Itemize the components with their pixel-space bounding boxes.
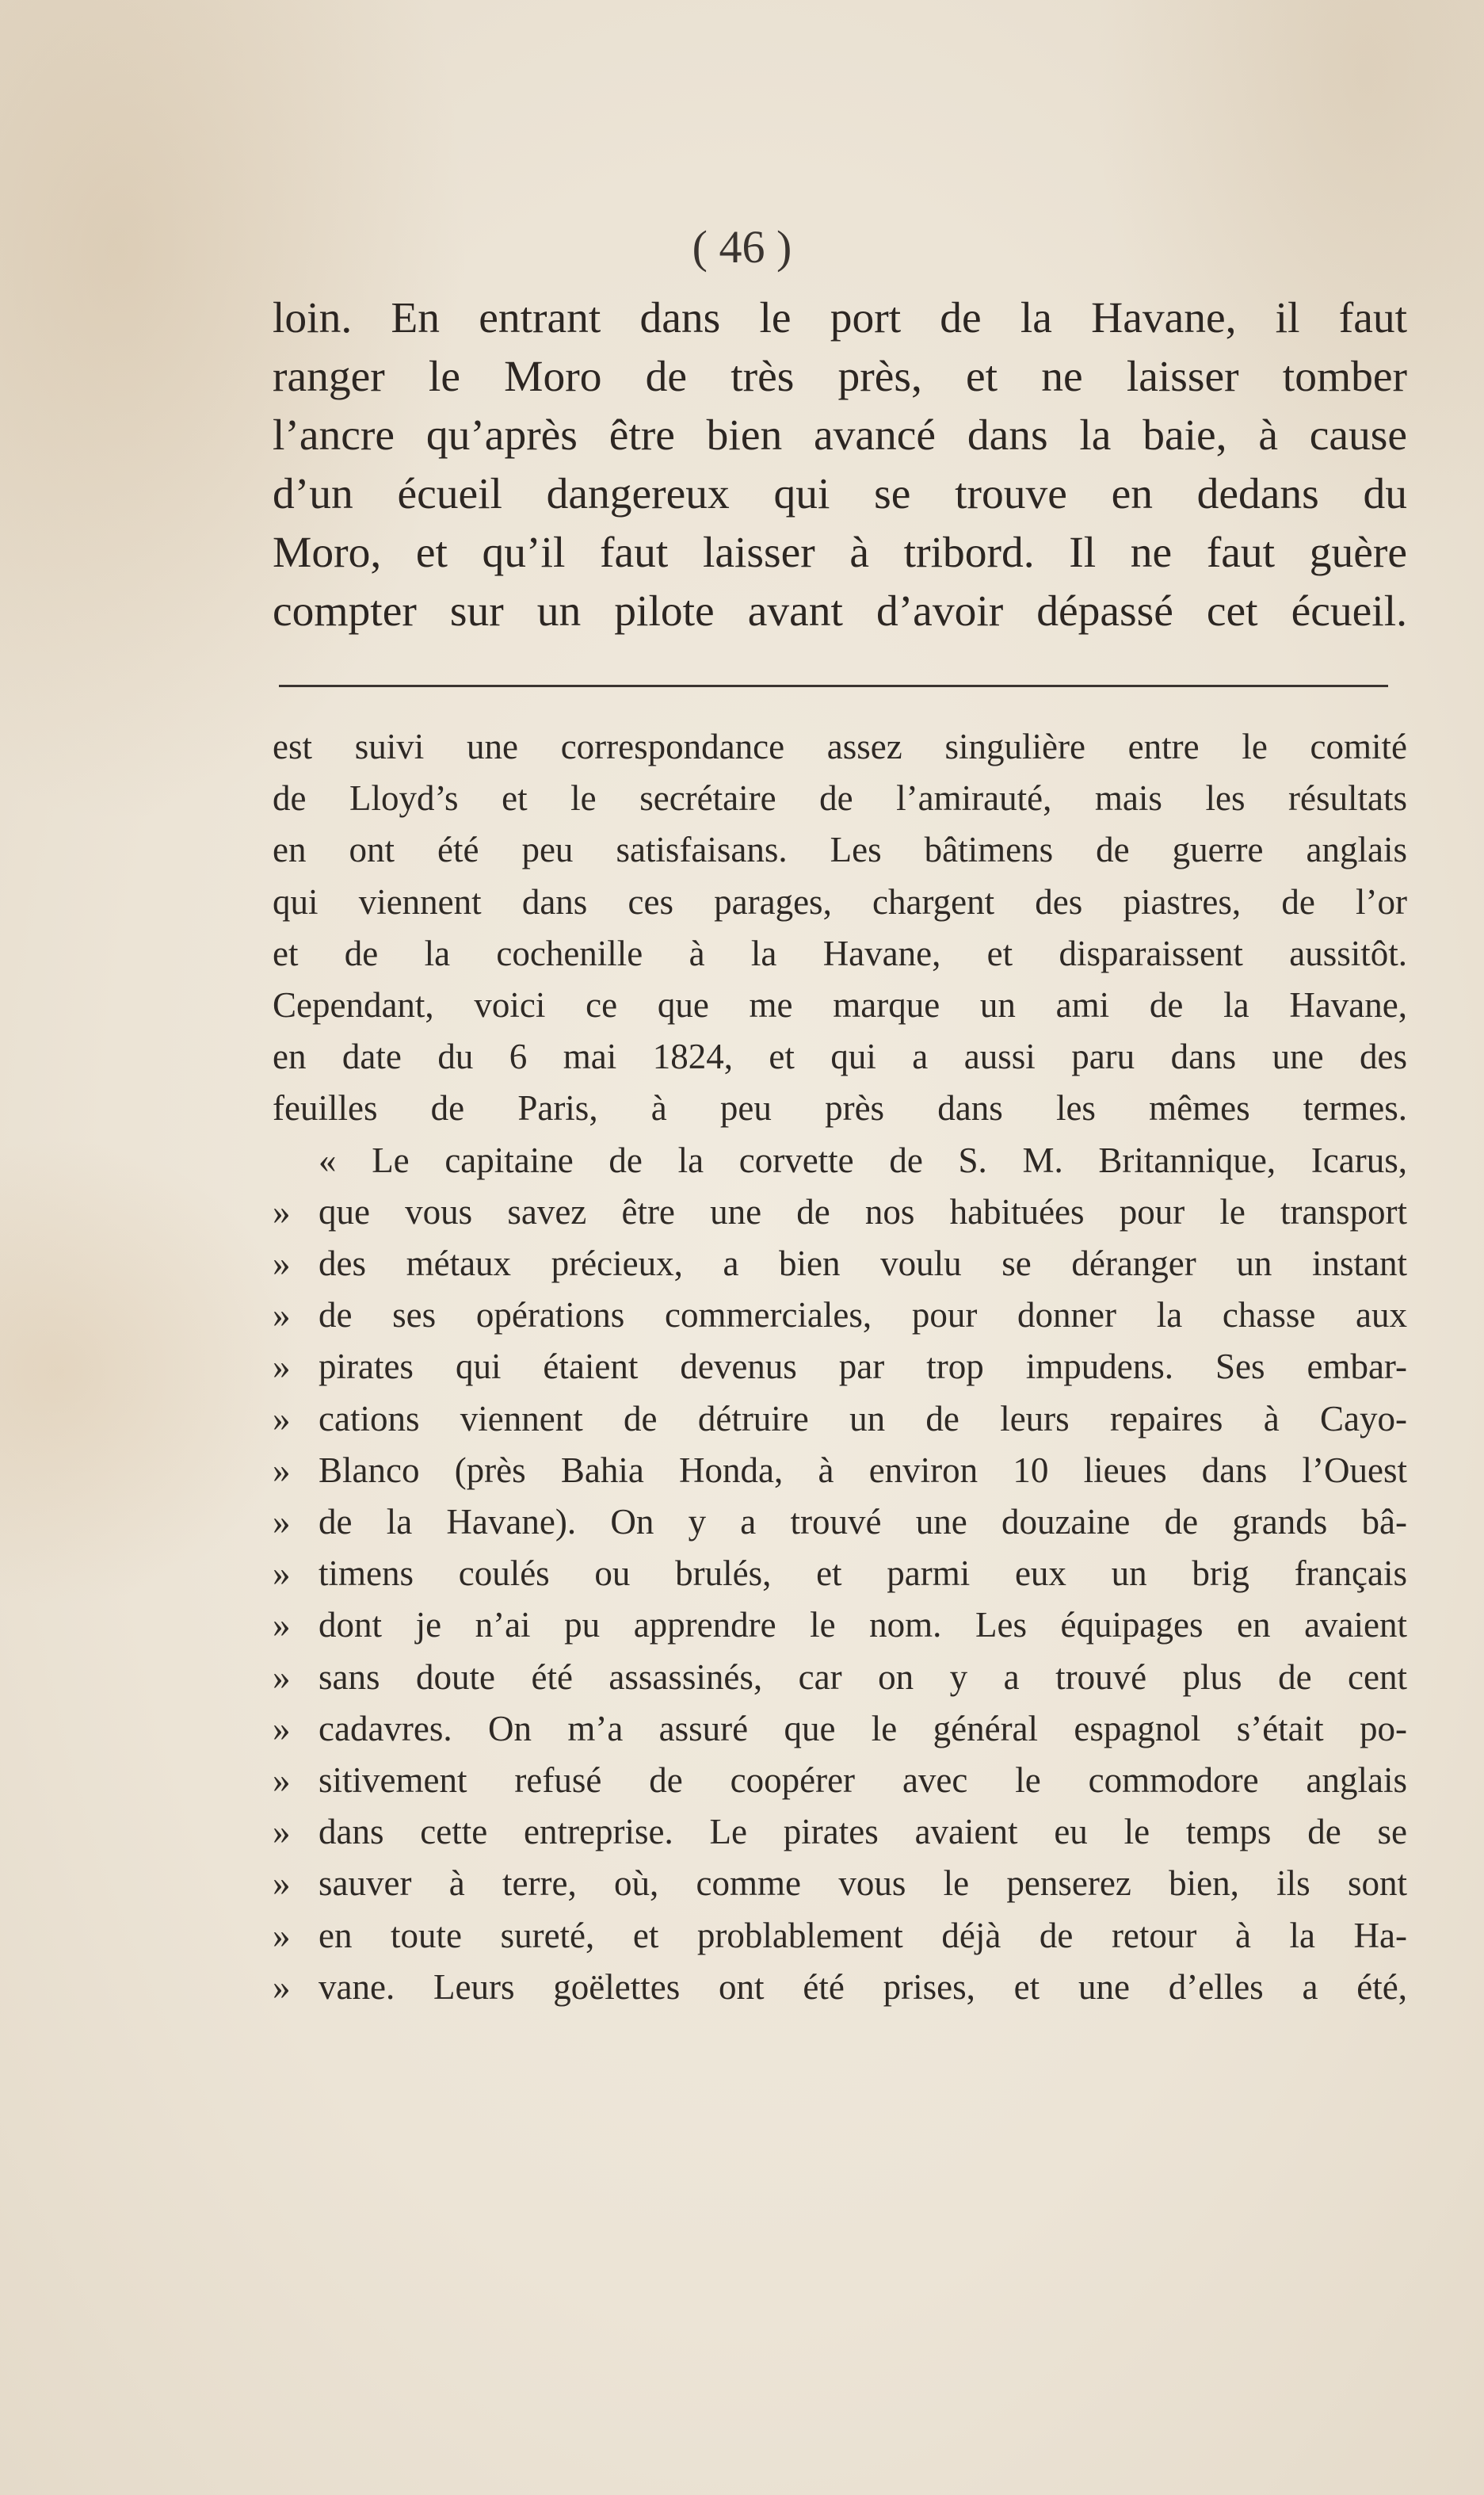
- quote-continuation-mark: »: [273, 1863, 291, 1904]
- quote-line: [273, 1548, 1407, 1599]
- quote-line: [273, 1496, 1407, 1548]
- quote-line: [273, 1858, 1407, 1909]
- main-text-line: l’ancre qu’après être bien avancé dans la baie, à cause: [273, 411, 1407, 460]
- quote-line-text: de la Havane). On y a trouvé une douzaine de grands bâ-: [319, 1502, 1407, 1542]
- page-number: ( 46 ): [692, 221, 792, 273]
- quote-continuation-mark: »: [273, 1760, 291, 1801]
- quote-line: [273, 1290, 1407, 1341]
- quote-line-text: des métaux précieux, a bien voulu se déranger un instant: [319, 1244, 1407, 1284]
- quote-line-text: vane. Leurs goëlettes ont été prises, et une d’elles a été,: [319, 1966, 1407, 2007]
- footnote-line: en ont été peu satisfaisans. Les bâtimens de guerre anglais: [273, 830, 1407, 870]
- quote-line: [273, 1703, 1407, 1755]
- quote-opening-line: « Le capitaine de la corvette de S. M. Britannique, Icarus,: [319, 1140, 1407, 1180]
- quote-line-text: timens coulés ou brulés, et parmi eux un brig français: [319, 1553, 1407, 1594]
- quote-line-text: sauver à terre, où, comme vous le penserez bien, ils sont: [319, 1863, 1407, 1904]
- footnote-line: qui viennent dans ces parages, chargent des piastres, de l’or: [273, 881, 1407, 922]
- quote-continuation-mark: »: [273, 1656, 291, 1697]
- footnote-separator-rule: [279, 685, 1388, 687]
- quote-line-text: pirates qui étaient devenus par trop impudens. Ses embar-: [319, 1347, 1407, 1387]
- quote-line: [273, 1806, 1407, 1858]
- quote-line: [273, 1445, 1407, 1496]
- quote-line-text: que vous savez être une de nos habituées pour le transport: [319, 1191, 1407, 1232]
- quote-continuation-mark: »: [273, 1347, 291, 1387]
- main-text-line: loin. En entrant dans le port de la Havane, il faut: [273, 294, 1407, 342]
- quote-continuation-mark: »: [273, 1966, 291, 2007]
- main-text-line: compter sur un pilote avant d’avoir dépassé cet écueil.: [273, 587, 1407, 636]
- main-text-block: [273, 289, 1407, 641]
- quote-line-text: Blanco (près Bahia Honda, à environ 10 lieues dans l’Ouest: [319, 1450, 1407, 1490]
- quote-line-text: de ses opérations commerciales, pour donner la chasse aux: [319, 1295, 1407, 1335]
- quote-continuation-mark: »: [273, 1398, 291, 1439]
- quote-line-text: dans cette entreprise. Le pirates avaient eu le temps de se: [319, 1812, 1407, 1852]
- quote-line: [273, 1341, 1407, 1393]
- quote-continuation-mark: »: [273, 1244, 291, 1284]
- quote-continuation-mark: »: [273, 1708, 291, 1748]
- quote-continuation-mark: »: [273, 1605, 291, 1645]
- quote-continuation-mark: »: [273, 1502, 291, 1542]
- main-text-line: d’un écueil dangereux qui se trouve en dedans du: [273, 470, 1407, 518]
- quote-line: [273, 1599, 1407, 1651]
- quote-continuation-mark: »: [273, 1450, 291, 1490]
- quote-continuation-mark: »: [273, 1915, 291, 1955]
- footnote-line: est suivi une correspondance assez singulière entre le comité: [273, 727, 1407, 766]
- quote-continuation-mark: »: [273, 1812, 291, 1852]
- quote-line: [273, 1393, 1407, 1445]
- quote-continuation-mark: »: [273, 1295, 291, 1335]
- footnote-line: de Lloyd’s et le secrétaire de l’amirauté, mais les résultats: [273, 778, 1407, 819]
- quote-line: [273, 1910, 1407, 1962]
- quote-line: [273, 1962, 1407, 2013]
- quote-line-text: cadavres. On m’a assuré que le général espagnol s’était po-: [319, 1708, 1407, 1748]
- quote-continuation-mark: »: [273, 1191, 291, 1232]
- quote-line-text: sans doute été assassinés, car on y a trouvé plus de cent: [319, 1656, 1407, 1697]
- footnote-line: en date du 6 mai 1824, et qui a aussi paru dans une des: [273, 1037, 1407, 1077]
- quote-line: [273, 1186, 1407, 1238]
- quote-line-text: cations viennent de détruire un de leurs repaires à Cayo-: [319, 1398, 1407, 1439]
- footnote-block: [273, 721, 1407, 2013]
- footnote-line: et de la cochenille à la Havane, et disparaissent aussitôt.: [273, 933, 1407, 973]
- quote-line-text: dont je n’ai pu apprendre le nom. Les équipages en avaient: [319, 1605, 1407, 1645]
- quote-line: [273, 1238, 1407, 1290]
- quote-line: [273, 1755, 1407, 1806]
- footnote-line: Cependant, voici ce que me marque un ami de la Havane,: [273, 985, 1407, 1026]
- main-text-line: Moro, et qu’il faut laisser à tribord. Il ne faut guère: [273, 529, 1407, 577]
- quote-line-text: sitivement refusé de coopérer avec le commodore anglais: [319, 1760, 1407, 1801]
- quote-line-text: en toute sureté, et problablement déjà de retour à la Ha-: [319, 1915, 1407, 1955]
- quote-line: [273, 1652, 1407, 1703]
- main-text-line: ranger le Moro de très près, et ne laisser tomber: [273, 353, 1407, 401]
- quote-continuation-mark: »: [273, 1553, 291, 1594]
- footnote-line: feuilles de Paris, à peu près dans les mêmes termes.: [273, 1088, 1407, 1129]
